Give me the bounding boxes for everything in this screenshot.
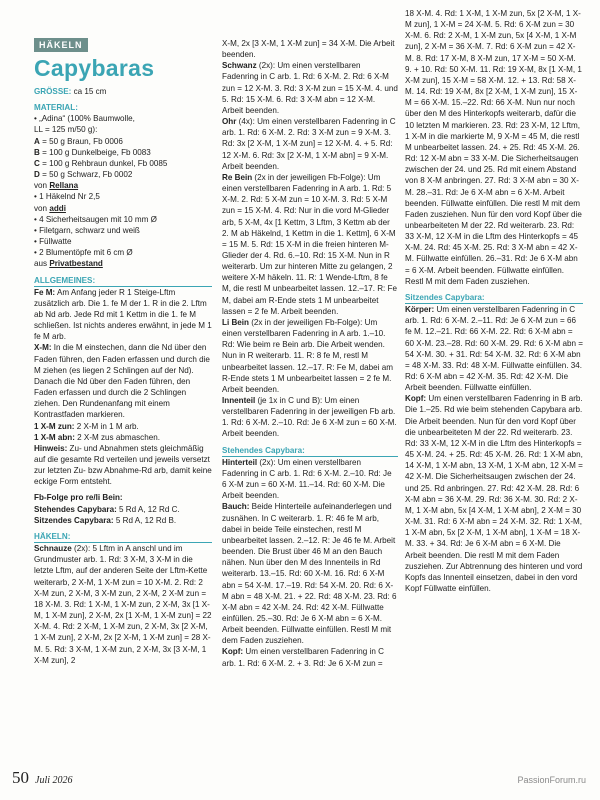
source-addi: von addi: [34, 203, 66, 213]
left-leg-paragraph: Li Bein (2x in der jeweiligen Fb-Folge): Um einen verstellbaren Fadenring in A arb. 1.–10. Rd: Wie beim re Bein arb. Die Arbeit wenden. Nun in R weiterarb. 11. R: 8 fe M, restl M unbearbeitet lassen. 12.–17. R: Fe M, dabei am R-Ende stets 1 M unbearbeitet lassen = 2 fe M. Arbeit beenden.: [222, 317, 393, 394]
page-number: 50: [12, 768, 29, 787]
ear-paragraph: Ohr (4x): Um einen verstellbaren Fadenring in C arb. 1. Rd: 6 X-M. 2. Rd: 3 X-M zun = 9 X-M. 3. Rd: 3x [2 X-M, 1 X-M zun] = 12 X-M. 4. + 5. Rd: 12 X-M. 6. Rd: 3x [2 X-M, 1 X-M abn] = 9 X-M. Arbeit beenden.: [222, 117, 396, 171]
body-paragraph: Körper: Um einen verstellbaren Fadenring in C arb. 1. Rd: 6 X-M. 2.–11. Rd: Je 6 X-M zun = 66 fe M. 12.–21. Rd: 66 X-M. 22. Rd: 6 X-M abn = 60 X-M. 23.–28. Rd: 60 X-M. 29. Rd: 6 X-M abn = 54 X-M. 30. + 31. Rd: 54 X-M. 32. Rd: 6 X-M abn = 48 X-M. 33. Rd: 48 X-M. Füllwatte einfüllen. 34. Rd: 6 X-M abn = 42 X-M. 35. Rd: 42 X-M. Die Arbeit beenden. Füllwatte einfüllen.: [405, 305, 583, 393]
color-b: B = 100 g Dunkelbeige, Fb 0083: [34, 147, 151, 157]
head-paragraph: Kopf: Um einen verstellbaren Fadenring in C arb. 1. Rd: 6 X-M. 2. + 3. Rd: Je 6 X-M zun =: [222, 647, 384, 668]
size-line: GRÖSSE: ca 15 cm: [34, 87, 107, 96]
extra-item: • Füllwatte: [34, 237, 72, 247]
color-d: D = 50 g Schwarz, Fb 0002: [34, 170, 133, 180]
color-sequence-heading: Fb-Folge pro re/li Bein:: [34, 493, 123, 503]
inner-part-paragraph: Innenteil (je 1x in C und B): Um einen verstellbaren Fadenring in der jeweiligen Fb arb. 1. Rd: 6 X-M. 2.–10. Rd: Je 6 X-M zun = 60 X-M. Arbeit beenden.: [222, 396, 397, 439]
extra-item: • Filetgarn, schwarz und weiß: [34, 225, 140, 235]
material-yarn: • „Adina“ (100% Baumwolle,: [34, 114, 135, 124]
color-a: A = 50 g Braun, Fb 0006: [34, 136, 123, 146]
snout-paragraph: Schnauze (2x): 5 Lftm in A anschl und im Grundmuster arb. 1. Rd: 3 X-M, 3 X-M in die letzte Lftm, auf der anderen Seite der Lftm-Kette weiterarb, 2 X-M, 1 X-M zun = 10 X-M. 2. Rd: 2 X-M zun, 2 X-M, 3 X-M zun, 2 X-M, 2 X-M zun = 18 X-M. 3. Rd: 1 X-M, 1 X-M zun, 2 X-M, 3x [1 X-M, 1 X-M zun], 2 X-M, 2x [1 X-M, 1 X-M zun] = 22 X-M. 4. Rd: 2 X-M, 1 X-M zun, 2 X-M, 3x [2 X-M, 1 X-M zun], 2 X-M, 2x [2 X-M, 1 X-M zun] = 28 X-M. 5. Rd: 3 X-M, 1 X-M zun, 2 X-M, 3x [3 X-M, 1 X-M zun], 2: [34, 544, 212, 665]
extra-item: • 2 Blumentöpfe mit 6 cm Ø: [34, 248, 133, 258]
hook-line: • 1 Häkelnd Nr 2,5: [34, 192, 100, 202]
right-leg-paragraph: Re Bein (2x in der jeweiligen Fb-Folge): Um einen verstellbaren Fadenring in A arb. 1. Rd: 5 X-M. 2. Rd: 5 X-M zun = 10 X-M. 3. Rd: 5 X-M zun = 15 X-M. 4. Rd: Nur in die vord M-Glieder arb, 5 X-M, 4x [1 Kettm, 3 Lftm, 3 Kettm ab der 2. M ab Häkelnd, 1 Kettm in die 1. Kettm], 6 X-M = 15 M. 5. Rd: 15 X-M in die freien hinteren M-Glieder der 4. Rd. 6.–10. Rd: 15 X-M. Nun in R weiterarb. Um zur hinteren Mitte zu gelangen, 2 weitere X-M häkeln. 11. R: 1 Wende-Lftm, 8 fe M, die restl M unbearbeitet lassen. 12.–17. R: Fe M, dabei am R-Ende stets 1 M unbearbeitet lassen = 2 fe M. Arbeit beenden.: [222, 172, 398, 316]
source-private: aus Privatbestand: [34, 259, 103, 269]
extra-item: • 4 Sicherheitsaugen mit 10 mm Ø: [34, 214, 157, 224]
page-title: Capybaras: [34, 55, 155, 81]
hint-paragraph: Hinweis: Zu- und Abnahmen stets gleichmäßig auf die gesamte Rd verteilen und jeweils versetzt zur letzten Zu- bzw Abnahme-Rd arb, damit keine eckige Form entsteht.: [34, 443, 212, 487]
xm-paragraph: X-M: In die M einstechen, dann die Nd über den Faden führen, den Faden erfassen und durch die M ziehen (es liegen 2 Schlingen auf der Nd). Danach die Nd über den Faden führen, den Faden erfassen und durch die 2 Schlingen ziehen. Den Rundenanfang mit einem Kontrastfaden markieren.: [34, 343, 210, 420]
sitting-heading: Sitzendes Capybara:: [405, 292, 583, 304]
back-part-paragraph: Hinterteil (2x): Um einen verstellbaren Fadenring in C arb. 1. Rd: 6 X-M. 2.–10. Rd: Je 6 X-M zun = 60 X-M. 11.–14. Rd: 60 X-M. Die Arbeit beenden.: [222, 457, 392, 501]
column-middle: [222, 38, 398, 669]
column-right: [405, 8, 583, 594]
zun-line: 1 X-M zun: 2 X-M in 1 M arb.: [34, 421, 139, 431]
snout-continued: X-M, 2x [3 X-M, 1 X-M zun] = 34 X-M. Die Arbeit beenden.: [222, 39, 395, 60]
issue-date: Juli 2026: [35, 775, 73, 786]
color-c: C = 100 g Rehbraun dunkel, Fb 0085: [34, 158, 168, 168]
head-continued: 18 X-M. 4. Rd: 1 X-M, 1 X-M zun, 5x [2 X-M, 1 X-M zun], 1 X-M = 24 X-M. 5. Rd: 6 X-M zun = 30 X-M. 6. Rd: 2 X-M, 1 X-M zun, 5x [4 X-M, 1 X-M zun], 2 X-M = 36 X-M. 7. Rd: 6 X-M zun = 42 X-M. 8. Rd: 17 X-M, 8 X-M zun, 17 X-M = 50 X-M. 9. + 10. Rd: 50 X-M. 11. Rd: 19 X-M, 8x [1 X-M, 1 X-M zun], 15 X-M = 58 X-M. 12. + 13. Rd: 58 X-M. 14. Rd: 19 X-M, 8x [2 X-M, 1 X-M zun], 15 X-M = 66 X-M. 15.–22. Rd: 66 X-M. Nun nur noch über den M des Hinterkopfs weiterarb, dafür die 10 letzten M markieren. 23. Rd: 23 X-M, 12 Lftm, 1 X-M in die markierte M, 9 X-M = 45 M, die restl M unbearbeitet lassen. 24. + 25. Rd: 45 X-M. 26. Rd: 12 X-M abn = 33 X-M. Die Sicherheitsaugen zwischen der 24. und 25. Rd mit einem Abstand von 8 X-M anbringen. 27. Rd: 3 X-M abn = 30 X-M. 28.–31. Rd: Je 6 X-M abn = 6 X-M. Arbeit beenden. Füllwatte einfüllen. Die restl M mit dem Faden zusziehen. Nun für den vord Kopf über die unbearbeiteten M der 22. Rd weiterarb. 23. Rd: 33 X-M, 12 X-M in die Lftm des Hinterkopfs = 45 X-M. 24. Rd: 45 X-M. 25. Rd: 3 X-M abn = 42 X-M. Füllwatte einfüllen. 26.–31. Rd: Je 6 X-M abn = 6 X-M. Arbeit beenden. Füllwatte einfüllen. Restl M mit dem Faden zusziehen.: [405, 9, 582, 286]
color-sequence-standing: Stehendes Capybara: 5 Rd A, 12 Rd C.: [34, 504, 180, 514]
source-rellana: von Rellana: [34, 181, 79, 191]
material-yarn-spec: LL = 125 m/50 g):: [34, 125, 98, 135]
material-heading: MATERIAL:: [34, 103, 78, 113]
sitting-head-paragraph: Kopf: Um einen verstellbaren Fadenring in B arb. Die 1.–25. Rd wie beim stehenden Capybara arb. Die Arbeit beenden. Nun für den vord Kopf über die unbearbeiteten M der 22. Rd weiterarb. 23. Rd: 33 X-M, 12 X-M in die Lftm des Hinterkopfs = 45 X-M. 24. + 25. Rd: 45 X-M. 26. Rd: 1 X-M abn, 14 X-M, 1 X-M abn, 13 X-M, 1 X-M abn, 12 X-M = 42 X-M. Die Sicherheitsaugen zwischen der 24. und 25. Rd anbringen. 27. Rd: 42 X-M. 28. Rd: 6 X-M abn = 36 X-M. 29. Rd: 36 X-M. 30. Rd: 2 X-M, 1 X-M abn, 5x [4 X-M, 1 X-M abn], 2 X-M = 30 X-M. 31. Rd: 6 X-M abn = 24 X-M. 32. Rd: 1 X-M, 1 X-M abn, 5x [2 X-M, 1 X-M abn], 1 X-M = 18 X-M. 33. + 34. Rd: Je 6 X-M abn = 6 X-M. Die Arbeit beenden. Die restl M mit dem Faden zusziehen. Zur Abtrennung des hinteren und vord Kopfs das Innenteil einsetzen, dabei in den vord Kopf Füllwatte einfüllen.: [405, 394, 583, 593]
general-heading: ALLGEMEINES:: [34, 275, 212, 287]
standing-heading: Stehendes Capybara:: [222, 445, 398, 457]
crochet-heading: HÄKELN:: [34, 531, 212, 543]
tail-paragraph: Schwanz (2x): Um einen verstellbaren Fadenring in C arb. 1. Rd: 6 X-M. 2. Rd: 6 X-M zun = 12 X-M. 3. Rd: 3 X-M zun = 15 X-M. 4. und 5. Rd: 15 X-M. 6. Rd: 3 X-M abn = 12 X-M. Arbeit beenden.: [222, 61, 398, 115]
watermark: PassionForum.ru: [517, 775, 586, 785]
page-footer: [12, 768, 73, 788]
color-sequence-sitting: Sitzendes Capybara: 5 Rd A, 12 Rd B.: [34, 515, 177, 525]
belly-paragraph: Bauch: Beide Hinterteile aufeinanderlegen und zusnähen. In C weiterarb. 1. R: 46 fe M arb, dabei in beide Teile einstechen, restl M unbearbeitet lassen. 2.–12. R: Je 46 fe M. Arbeit beenden. Die Brust über 46 M an den Bauch nähen. Nun über den M des Innenteils in Rd weiterarb. 13.–15. Rd: 60 X-M. 16. Rd: 6 X-M abn = 54 X-M. 17.–19. Rd: 54 X-M. 20. Rd: 6 X-M abn = 48 X-M. 21. + 22. Rd: 48 X-M. 23. Rd: 6 X-M abn = 42 X-M. 24. Rd: 42 X-M. Füllwatte einfüllen. 25.–30. Rd: Je 6 X-M abn = 6 X-M. Arbeit beenden. Füllwatte einfüllen. Restl M mit dem Faden zusziehen.: [222, 502, 397, 646]
fem-paragraph: Fe M: Am Anfang jeder R 1 Steige-Lftm zusätzlich arb. Die 1. fe M der 1. R in die 2. Lftm ab Nd arb. Jede Rd mit 1 Kettm in die 1. fe M schließen. Ist nichts anderes erwähnt, in jede M 1 fe M arb.: [34, 287, 212, 342]
category-tag: HÄKELN: [34, 38, 88, 52]
abn-line: 1 X-M abn: 2 X-M zus abmaschen.: [34, 432, 160, 442]
column-left: [34, 38, 212, 666]
